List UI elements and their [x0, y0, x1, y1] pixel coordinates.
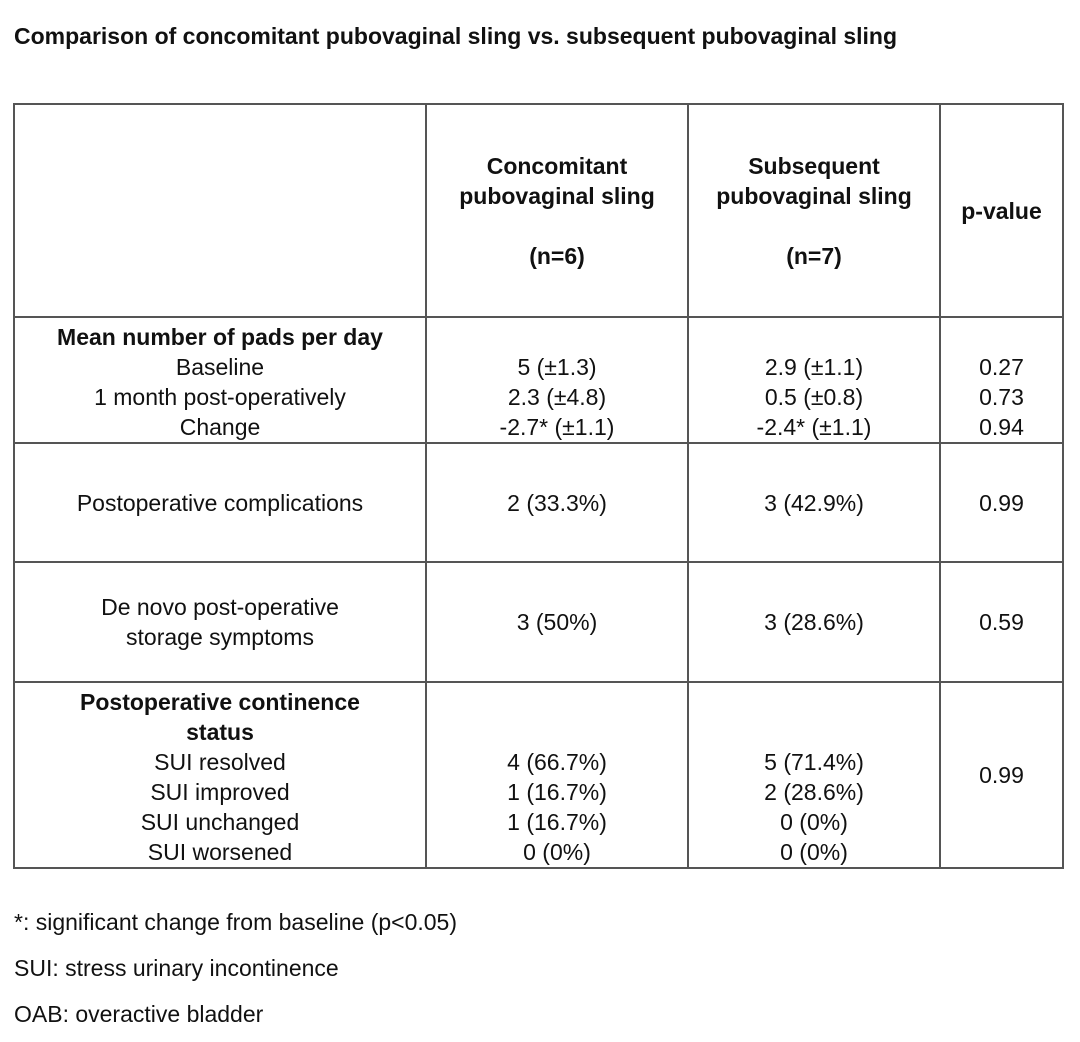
pads-p-baseline: 0.27 — [979, 354, 1024, 380]
pads-label-cell — [14, 317, 426, 443]
continence-subsequent-resolved: 5 (71.4%) — [764, 749, 864, 775]
pads-concomitant-cell — [426, 317, 688, 443]
pads-p-change: 0.94 — [979, 414, 1024, 440]
continence-label-line1: Postoperative continence — [80, 689, 360, 715]
table-row-continence — [14, 682, 1063, 868]
continence-item-unchanged: SUI unchanged — [140, 809, 300, 835]
header-subsequent — [688, 104, 940, 317]
denovo-concomitant: 3 (50%) — [426, 562, 688, 682]
pads-label: Mean number of pads per day — [57, 324, 383, 350]
footnote-sui: SUI: stress urinary incontinence — [14, 955, 339, 981]
pads-item-change: Change — [179, 414, 261, 440]
denovo-label-line2: storage symptoms — [126, 624, 314, 650]
header-subsequent-line2: pubovaginal sling — [716, 182, 912, 209]
complications-p: 0.99 — [940, 443, 1063, 562]
footnotes — [14, 902, 1014, 1040]
denovo-label-cell — [14, 562, 426, 682]
pads-concomitant-1month: 2.3 (±4.8) — [507, 384, 607, 410]
header-blank-cell — [14, 104, 426, 317]
pads-item-baseline: Baseline — [175, 354, 265, 380]
pads-subsequent-cell — [688, 317, 940, 443]
table-row-complications — [14, 443, 1063, 562]
header-concomitant — [426, 104, 688, 317]
continence-item-worsened: SUI worsened — [147, 839, 293, 865]
continence-concomitant-worsened: 0 (0%) — [523, 839, 591, 865]
complications-label: Postoperative complications — [14, 443, 426, 562]
complications-concomitant: 2 (33.3%) — [426, 443, 688, 562]
denovo-label-line1: De novo post-operative — [101, 594, 339, 620]
pads-concomitant-change: -2.7* (±1.1) — [499, 414, 615, 440]
continence-subsequent-unchanged: 0 (0%) — [780, 809, 848, 835]
continence-subsequent-improved: 2 (28.6%) — [764, 779, 864, 805]
pads-item-1month: 1 month post-operatively — [94, 384, 346, 410]
table-row-denovo — [14, 562, 1063, 682]
continence-concomitant-cell — [426, 682, 688, 868]
complications-subsequent: 3 (42.9%) — [688, 443, 940, 562]
denovo-p: 0.59 — [940, 562, 1063, 682]
continence-p: 0.99 — [940, 682, 1063, 868]
continence-item-resolved: SUI resolved — [154, 749, 286, 775]
continence-item-improved: SUI improved — [150, 779, 290, 805]
header-p-value: p-value — [940, 104, 1063, 317]
pads-p-cell — [940, 317, 1063, 443]
continence-label-line2: status — [186, 719, 254, 745]
header-concomitant-n: (n=6) — [529, 242, 585, 269]
denovo-subsequent: 3 (28.6%) — [688, 562, 940, 682]
table-row-pads — [14, 317, 1063, 443]
continence-subsequent-worsened: 0 (0%) — [780, 839, 848, 865]
header-subsequent-line1: Subsequent — [748, 152, 880, 179]
footnote-significance: *: significant change from baseline (p<0.05) — [14, 909, 458, 935]
continence-concomitant-improved: 1 (16.7%) — [507, 779, 607, 805]
pads-subsequent-baseline: 2.9 (±1.1) — [764, 354, 864, 380]
comparison-table — [13, 103, 1064, 869]
table-title: Comparison of concomitant pubovaginal sling vs. subsequent pubovaginal sling — [14, 23, 898, 49]
header-concomitant-line2: pubovaginal sling — [459, 182, 655, 209]
continence-subsequent-cell — [688, 682, 940, 868]
header-subsequent-n: (n=7) — [786, 242, 842, 269]
header-row — [14, 104, 1063, 317]
continence-concomitant-resolved: 4 (66.7%) — [507, 749, 607, 775]
pads-p-1month: 0.73 — [979, 384, 1024, 410]
pads-concomitant-baseline: 5 (±1.3) — [517, 354, 597, 380]
footnote-oab: OAB: overactive bladder — [14, 1001, 264, 1027]
header-concomitant-line1: Concomitant — [486, 152, 628, 179]
continence-label-cell — [14, 682, 426, 868]
pads-subsequent-change: -2.4* (±1.1) — [756, 414, 872, 440]
pads-subsequent-1month: 0.5 (±0.8) — [764, 384, 864, 410]
continence-concomitant-unchanged: 1 (16.7%) — [507, 809, 607, 835]
